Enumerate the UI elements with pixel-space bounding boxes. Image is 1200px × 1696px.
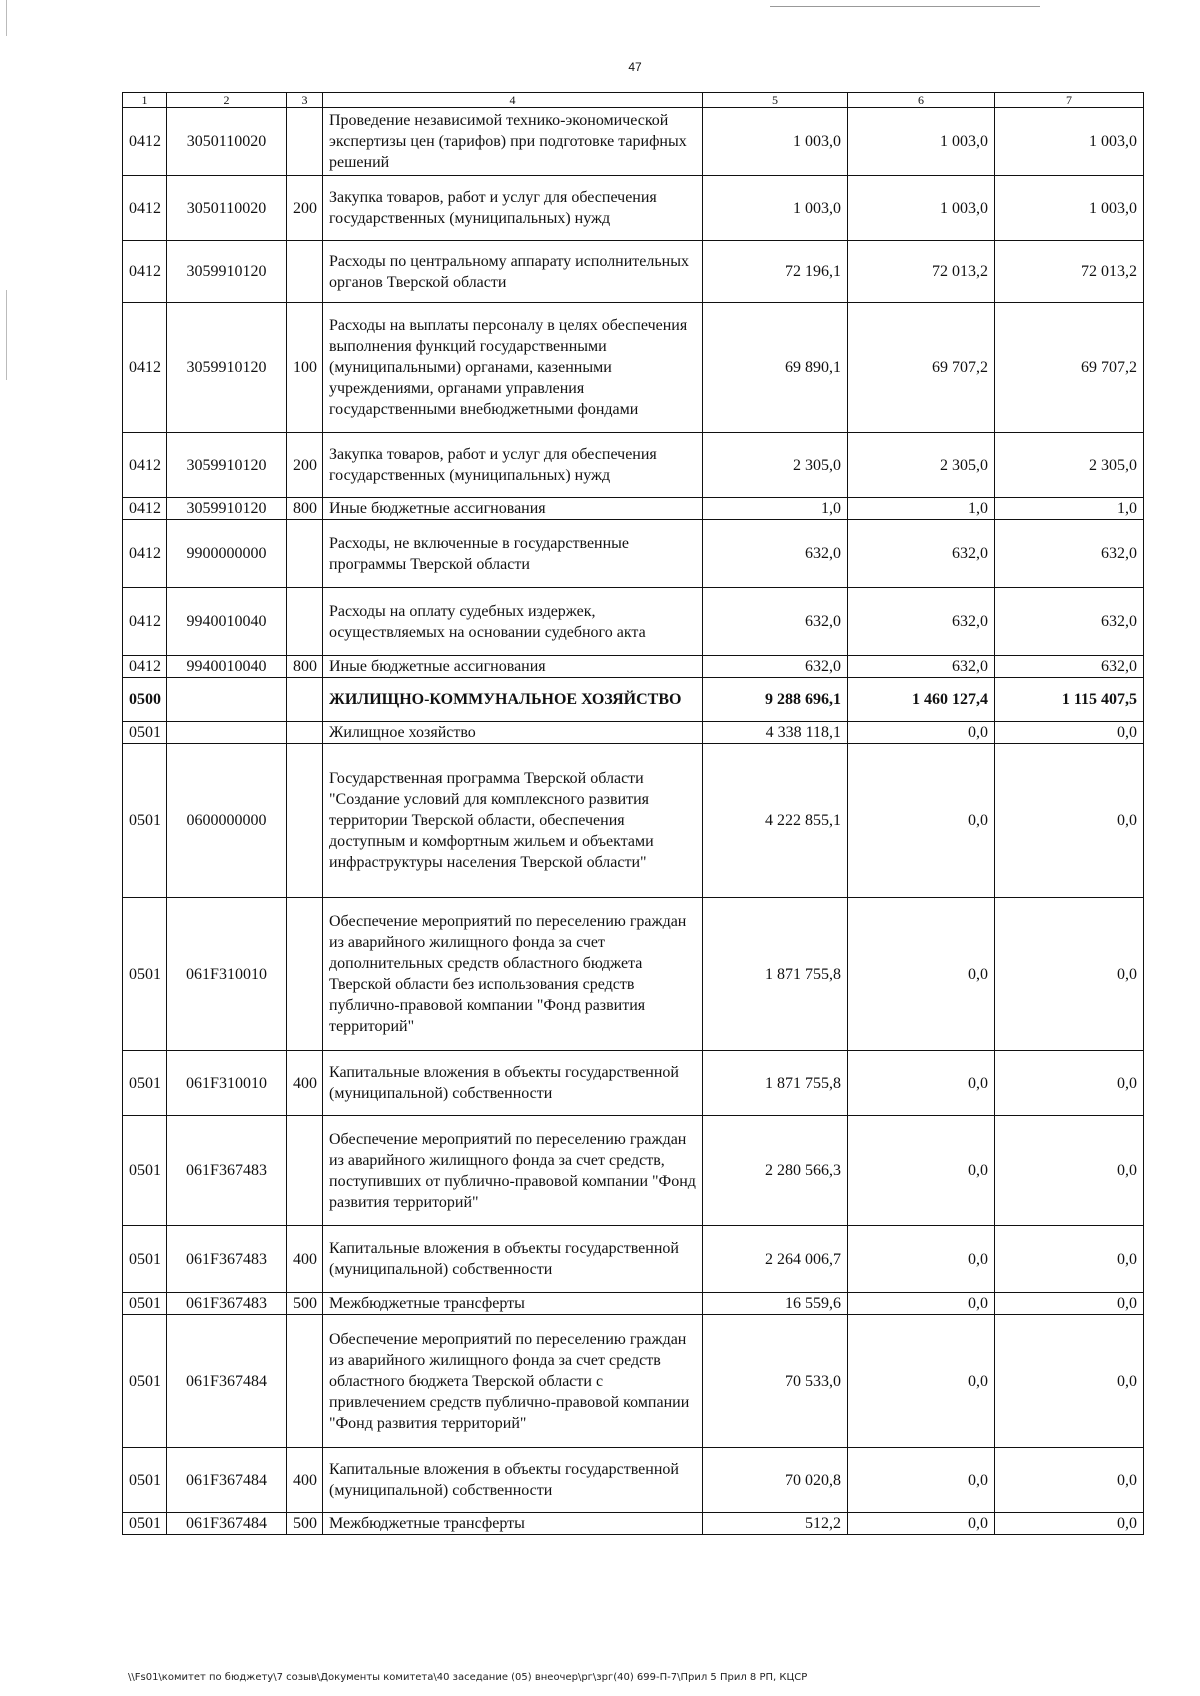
- section-code-cell: 0501: [123, 1116, 167, 1226]
- expense-type-cell: [287, 108, 323, 176]
- amount-col7-cell: 632,0: [995, 656, 1144, 678]
- target-item-code-cell: 061F367483: [167, 1293, 287, 1315]
- target-item-code-cell: [167, 678, 287, 722]
- amount-col5-cell: 9 288 696,1: [703, 678, 848, 722]
- amount-col5-cell: 2 264 006,7: [703, 1226, 848, 1293]
- table-row: [123, 1513, 1144, 1535]
- section-code-cell: 0501: [123, 1315, 167, 1448]
- description-cell: Обеспечение мероприятий по переселению граждан из аварийного жилищного фонда за счет дополнительных средств областного бюджета Тверской области без использования средств публично-правовой компании "Фонд развития территорий": [323, 898, 703, 1051]
- expense-type-cell: 200: [287, 176, 323, 241]
- amount-col5-cell: 70 533,0: [703, 1315, 848, 1448]
- section-code-cell: 0500: [123, 678, 167, 722]
- table-body: [123, 108, 1144, 1535]
- amount-col6-cell: 1 460 127,4: [848, 678, 995, 722]
- amount-col6-cell: 0,0: [848, 1051, 995, 1116]
- table-row: [123, 1293, 1144, 1315]
- description-cell: Межбюджетные трансферты: [323, 1513, 703, 1535]
- table-row: [123, 678, 1144, 722]
- budget-table: [122, 92, 1144, 1535]
- amount-col5-cell: 1 003,0: [703, 176, 848, 241]
- target-item-code-cell: 061F367484: [167, 1448, 287, 1513]
- expense-type-cell: [287, 588, 323, 656]
- amount-col6-cell: 632,0: [848, 588, 995, 656]
- amount-col5-cell: 632,0: [703, 520, 848, 588]
- amount-col6-cell: 0,0: [848, 722, 995, 744]
- target-item-code-cell: 061F310010: [167, 898, 287, 1051]
- target-item-code-cell: 3050110020: [167, 176, 287, 241]
- section-code-cell: 0501: [123, 744, 167, 898]
- amount-col6-cell: 0,0: [848, 1293, 995, 1315]
- description-cell: Капитальные вложения в объекты государственной (муниципальной) собственности: [323, 1226, 703, 1293]
- amount-col7-cell: 0,0: [995, 1051, 1144, 1116]
- table-row: [123, 1051, 1144, 1116]
- expense-type-cell: [287, 1116, 323, 1226]
- description-cell: Расходы на оплату судебных издержек, осуществляемых на основании судебного акта: [323, 588, 703, 656]
- section-code-cell: 0412: [123, 588, 167, 656]
- section-code-cell: 0412: [123, 520, 167, 588]
- amount-col5-cell: 1 871 755,8: [703, 898, 848, 1051]
- target-item-code-cell: 0600000000: [167, 744, 287, 898]
- amount-col6-cell: 72 013,2: [848, 241, 995, 303]
- column-header: 3: [287, 93, 323, 108]
- amount-col7-cell: 0,0: [995, 1116, 1144, 1226]
- amount-col6-cell: 0,0: [848, 898, 995, 1051]
- description-cell: Закупка товаров, работ и услуг для обеспечения государственных (муниципальных) нужд: [323, 433, 703, 498]
- description-cell: ЖИЛИЩНО-КОММУНАЛЬНОЕ ХОЗЯЙСТВО: [323, 678, 703, 722]
- section-code-cell: 0412: [123, 108, 167, 176]
- amount-col5-cell: 16 559,6: [703, 1293, 848, 1315]
- amount-col7-cell: 0,0: [995, 1448, 1144, 1513]
- target-item-code-cell: 061F367484: [167, 1315, 287, 1448]
- amount-col7-cell: 0,0: [995, 722, 1144, 744]
- amount-col6-cell: 1,0: [848, 498, 995, 520]
- table-row: [123, 303, 1144, 433]
- section-code-cell: 0501: [123, 1051, 167, 1116]
- target-item-code-cell: 061F367483: [167, 1116, 287, 1226]
- table-row: [123, 433, 1144, 498]
- table-row: [123, 498, 1144, 520]
- table-row: [123, 656, 1144, 678]
- amount-col5-cell: 632,0: [703, 656, 848, 678]
- expense-type-cell: [287, 744, 323, 898]
- expense-type-cell: 500: [287, 1513, 323, 1535]
- section-code-cell: 0412: [123, 176, 167, 241]
- column-header: 4: [323, 93, 703, 108]
- table-row: [123, 1116, 1144, 1226]
- expense-type-cell: 100: [287, 303, 323, 433]
- amount-col7-cell: 0,0: [995, 1226, 1144, 1293]
- description-cell: Расходы по центральному аппарату исполнительных органов Тверской области: [323, 241, 703, 303]
- description-cell: Обеспечение мероприятий по переселению граждан из аварийного жилищного фонда за счет средств, поступивших от публично-правовой компании "Фонд развития территорий": [323, 1116, 703, 1226]
- amount-col7-cell: 0,0: [995, 1315, 1144, 1448]
- amount-col6-cell: 0,0: [848, 1315, 995, 1448]
- amount-col5-cell: 632,0: [703, 588, 848, 656]
- amount-col5-cell: 4 338 118,1: [703, 722, 848, 744]
- section-code-cell: 0501: [123, 722, 167, 744]
- section-code-cell: 0412: [123, 241, 167, 303]
- expense-type-cell: 400: [287, 1448, 323, 1513]
- amount-col5-cell: 4 222 855,1: [703, 744, 848, 898]
- description-cell: Межбюджетные трансферты: [323, 1293, 703, 1315]
- target-item-code-cell: 9900000000: [167, 520, 287, 588]
- target-item-code-cell: 061F367484: [167, 1513, 287, 1535]
- amount-col6-cell: 69 707,2: [848, 303, 995, 433]
- amount-col5-cell: 69 890,1: [703, 303, 848, 433]
- amount-col6-cell: 1 003,0: [848, 176, 995, 241]
- description-cell: Государственная программа Тверской области "Создание условий для комплексного развития территории Тверской области, обеспечения доступным и комфортным жильем и объектами инфраструктуры населения Тверской области": [323, 744, 703, 898]
- amount-col7-cell: 632,0: [995, 520, 1144, 588]
- table-row: [123, 898, 1144, 1051]
- expense-type-cell: [287, 520, 323, 588]
- amount-col5-cell: 1 003,0: [703, 108, 848, 176]
- target-item-code-cell: 3050110020: [167, 108, 287, 176]
- table-row: [123, 1315, 1144, 1448]
- amount-col6-cell: 0,0: [848, 1116, 995, 1226]
- section-code-cell: 0412: [123, 498, 167, 520]
- amount-col7-cell: 1,0: [995, 498, 1144, 520]
- section-code-cell: 0501: [123, 1448, 167, 1513]
- expense-type-cell: [287, 722, 323, 744]
- expense-type-cell: 500: [287, 1293, 323, 1315]
- table-row: [123, 108, 1144, 176]
- expense-type-cell: 400: [287, 1226, 323, 1293]
- amount-col7-cell: 1 003,0: [995, 176, 1144, 241]
- column-number-row: [123, 93, 1144, 108]
- table-row: [123, 744, 1144, 898]
- description-cell: Закупка товаров, работ и услуг для обеспечения государственных (муниципальных) нужд: [323, 176, 703, 241]
- description-cell: Жилищное хозяйство: [323, 722, 703, 744]
- expense-type-cell: 800: [287, 498, 323, 520]
- target-item-code-cell: 9940010040: [167, 656, 287, 678]
- amount-col5-cell: 1,0: [703, 498, 848, 520]
- section-code-cell: 0501: [123, 1293, 167, 1315]
- column-header: 6: [848, 93, 995, 108]
- amount-col7-cell: 0,0: [995, 744, 1144, 898]
- description-cell: Иные бюджетные ассигнования: [323, 656, 703, 678]
- amount-col6-cell: 1 003,0: [848, 108, 995, 176]
- section-code-cell: 0412: [123, 303, 167, 433]
- target-item-code-cell: 3059910120: [167, 433, 287, 498]
- description-cell: Капитальные вложения в объекты государственной (муниципальной) собственности: [323, 1448, 703, 1513]
- amount-col7-cell: 1 003,0: [995, 108, 1144, 176]
- target-item-code-cell: 9940010040: [167, 588, 287, 656]
- expense-type-cell: [287, 1315, 323, 1448]
- target-item-code-cell: 061F367483: [167, 1226, 287, 1293]
- table-row: [123, 176, 1144, 241]
- amount-col5-cell: 70 020,8: [703, 1448, 848, 1513]
- scan-top-rule: [770, 6, 1040, 7]
- amount-col6-cell: 0,0: [848, 1226, 995, 1293]
- target-item-code-cell: 061F310010: [167, 1051, 287, 1116]
- column-header: 7: [995, 93, 1144, 108]
- amount-col6-cell: 2 305,0: [848, 433, 995, 498]
- amount-col6-cell: 0,0: [848, 1448, 995, 1513]
- section-code-cell: 0412: [123, 433, 167, 498]
- table-row: [123, 1448, 1144, 1513]
- amount-col7-cell: 632,0: [995, 588, 1144, 656]
- table-row: [123, 520, 1144, 588]
- amount-col6-cell: 632,0: [848, 656, 995, 678]
- description-cell: Иные бюджетные ассигнования: [323, 498, 703, 520]
- amount-col6-cell: 0,0: [848, 1513, 995, 1535]
- section-code-cell: 0412: [123, 656, 167, 678]
- section-code-cell: 0501: [123, 1513, 167, 1535]
- amount-col6-cell: 632,0: [848, 520, 995, 588]
- expense-type-cell: 200: [287, 433, 323, 498]
- section-code-cell: 0501: [123, 1226, 167, 1293]
- page-number: 47: [628, 60, 642, 74]
- table-row: [123, 588, 1144, 656]
- description-cell: Проведение независимой технико-экономической экспертизы цен (тарифов) при подготовке тарифных решений: [323, 108, 703, 176]
- amount-col7-cell: 1 115 407,5: [995, 678, 1144, 722]
- expense-type-cell: [287, 678, 323, 722]
- description-cell: Расходы на выплаты персоналу в целях обеспечения выполнения функций государственными (муниципальными) органами, казенными учреждениями, органами управления государственными внебюджетными фондами: [323, 303, 703, 433]
- description-cell: Капитальные вложения в объекты государственной (муниципальной) собственности: [323, 1051, 703, 1116]
- target-item-code-cell: [167, 722, 287, 744]
- amount-col7-cell: 72 013,2: [995, 241, 1144, 303]
- amount-col7-cell: 2 305,0: [995, 433, 1144, 498]
- amount-col5-cell: 2 305,0: [703, 433, 848, 498]
- amount-col7-cell: 0,0: [995, 898, 1144, 1051]
- scan-left-edge-mark: [6, 290, 7, 380]
- target-item-code-cell: 3059910120: [167, 303, 287, 433]
- column-header: 2: [167, 93, 287, 108]
- table-row: [123, 1226, 1144, 1293]
- scan-left-edge-mark: [6, 0, 7, 36]
- section-code-cell: 0501: [123, 898, 167, 1051]
- amount-col5-cell: 1 871 755,8: [703, 1051, 848, 1116]
- description-cell: Обеспечение мероприятий по переселению граждан из аварийного жилищного фонда за счет средств областного бюджета Тверской области с привлечением средств публично-правовой компании "Фонд развития территорий": [323, 1315, 703, 1448]
- column-header: 1: [123, 93, 167, 108]
- expense-type-cell: 400: [287, 1051, 323, 1116]
- amount-col5-cell: 512,2: [703, 1513, 848, 1535]
- file-path-footer: \\Fs01\комитет по бюджету\7 созыв\Документы комитета\40 заседание (05) внеочер\рг\зрг(40) 699-П-7\Прил 5 Прил 8 РП, КЦСР: [128, 1672, 808, 1683]
- amount-col7-cell: 69 707,2: [995, 303, 1144, 433]
- amount-col7-cell: 0,0: [995, 1293, 1144, 1315]
- amount-col7-cell: 0,0: [995, 1513, 1144, 1535]
- expense-type-cell: 800: [287, 656, 323, 678]
- amount-col6-cell: 0,0: [848, 744, 995, 898]
- amount-col5-cell: 2 280 566,3: [703, 1116, 848, 1226]
- table-row: [123, 722, 1144, 744]
- target-item-code-cell: 3059910120: [167, 241, 287, 303]
- amount-col5-cell: 72 196,1: [703, 241, 848, 303]
- description-cell: Расходы, не включенные в государственные программы Тверской области: [323, 520, 703, 588]
- expense-type-cell: [287, 898, 323, 1051]
- expense-type-cell: [287, 241, 323, 303]
- target-item-code-cell: 3059910120: [167, 498, 287, 520]
- table-row: [123, 241, 1144, 303]
- column-header: 5: [703, 93, 848, 108]
